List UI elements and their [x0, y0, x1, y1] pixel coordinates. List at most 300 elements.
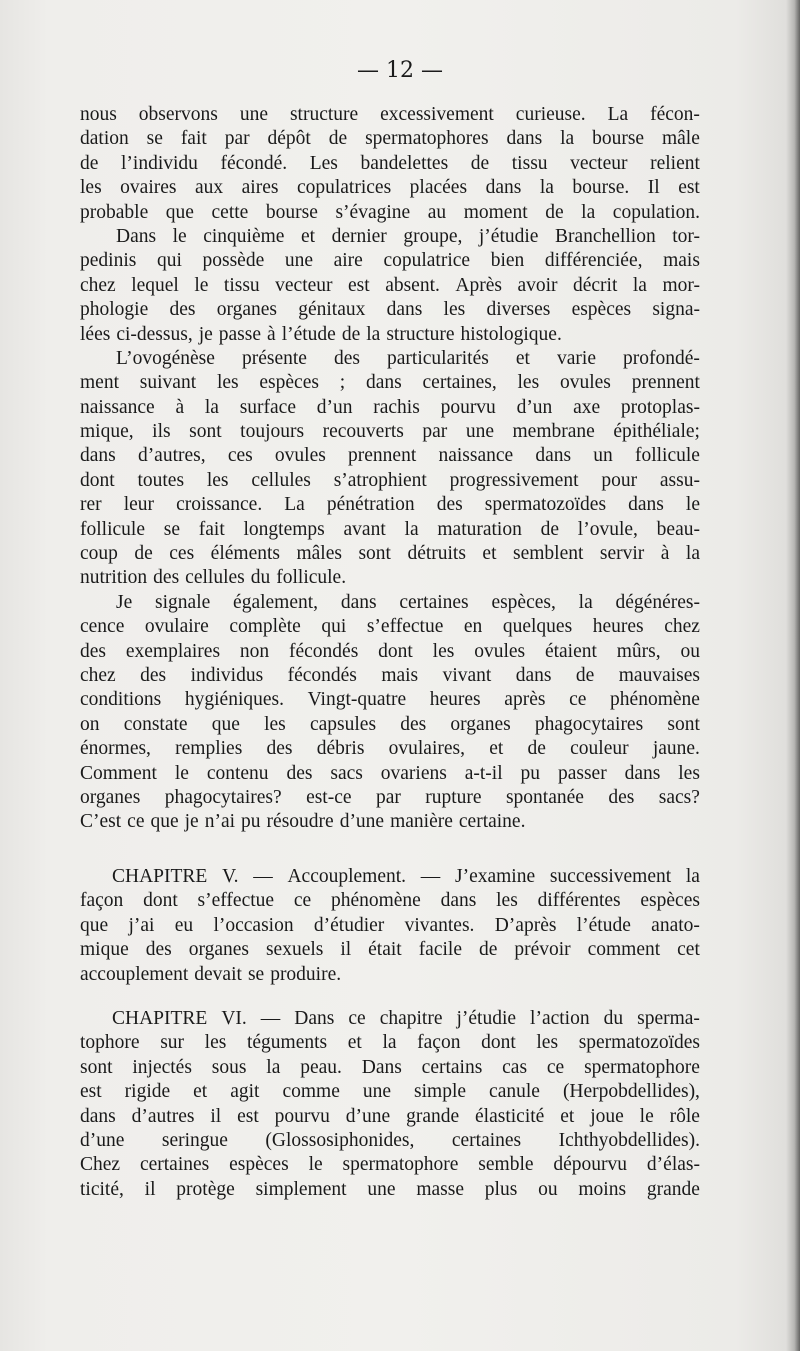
text-line — [80, 298, 700, 322]
word: le — [308, 1154, 323, 1176]
word: fécondés — [287, 664, 357, 686]
word: dans — [515, 664, 552, 686]
text-line — [80, 274, 700, 298]
word: couleur — [570, 738, 629, 760]
word: masse — [416, 1178, 464, 1200]
word: aire — [333, 250, 363, 272]
word: dation — [80, 128, 129, 150]
word: et — [347, 1032, 362, 1054]
word: les — [264, 713, 286, 735]
word: moment — [463, 201, 528, 223]
word: rer — [80, 494, 102, 516]
word: placées — [409, 177, 468, 199]
paragraph-summary-1 — [80, 103, 700, 835]
word: Accouplement. — [287, 866, 407, 887]
word: espèces — [259, 372, 319, 394]
word: résoudre — [266, 811, 334, 833]
word: les — [536, 1032, 559, 1054]
word: dont — [481, 1032, 516, 1054]
text-line — [80, 963, 700, 987]
word: étaient — [544, 640, 597, 662]
word: plus — [484, 1178, 518, 1200]
word: CHAPITRE — [112, 866, 208, 887]
word: du — [250, 567, 271, 589]
word: phologie — [80, 299, 149, 321]
word: ces — [169, 543, 195, 565]
word: pour — [601, 469, 638, 491]
word: d’un — [516, 396, 553, 418]
word: a-t-il — [464, 762, 503, 784]
word: passe — [218, 323, 262, 345]
word: Il — [647, 177, 660, 199]
word: copulatrices — [296, 177, 392, 199]
word: Ichthyobdellides). — [558, 1129, 700, 1151]
word: mauvaises — [618, 664, 700, 686]
word: dans — [440, 890, 477, 912]
word: d’une — [80, 1129, 125, 1151]
word: ils — [152, 421, 171, 443]
word: D’après — [494, 914, 557, 936]
word: le — [194, 274, 209, 296]
text-line — [80, 176, 700, 200]
word: les — [678, 762, 700, 784]
word: canule — [489, 1081, 540, 1103]
word: élasticité — [475, 1105, 545, 1127]
word: histologique. — [460, 323, 562, 345]
word: mais — [663, 250, 700, 272]
word: chez — [664, 616, 700, 638]
word: différentes — [537, 890, 621, 912]
word: cellules — [185, 567, 245, 589]
word: dans — [340, 591, 377, 613]
word: simplement — [255, 1178, 347, 1200]
word: naissance — [438, 445, 514, 467]
word: par — [375, 786, 401, 808]
text-line — [80, 1056, 700, 1080]
word: certains — [421, 1056, 483, 1078]
word: téguments — [246, 1032, 328, 1054]
word: le — [174, 762, 189, 784]
word: de — [540, 518, 560, 540]
word: peau. — [300, 1056, 342, 1078]
word: des — [333, 347, 360, 369]
word: une — [362, 1081, 392, 1103]
word: et — [515, 347, 530, 369]
word: les — [216, 372, 239, 394]
word: des — [140, 664, 167, 686]
word: grande — [406, 1105, 460, 1127]
text-line — [80, 371, 700, 395]
word: accouplement — [80, 963, 189, 985]
word: dans — [628, 494, 664, 516]
word: ; — [339, 372, 346, 394]
word: nutrition — [80, 567, 148, 589]
word: pourvu — [274, 1105, 330, 1127]
word: dernier — [331, 225, 387, 247]
word: signale — [155, 591, 211, 613]
word: ce — [293, 890, 312, 912]
word: ces — [227, 445, 253, 467]
word: sacs? — [658, 786, 700, 808]
word: Dans — [294, 1008, 335, 1029]
word: individus — [190, 664, 264, 686]
word: espèces, — [491, 591, 556, 613]
word: pourvu — [440, 396, 496, 418]
word: sont — [358, 543, 391, 565]
word: possède — [202, 250, 265, 272]
word: joue — [590, 1105, 624, 1127]
word: C’est — [80, 811, 122, 833]
word: mâles — [296, 543, 342, 565]
word: la — [266, 1056, 281, 1078]
word: l’étude — [576, 914, 631, 936]
word: sperma- — [637, 1008, 700, 1029]
word: se — [146, 128, 163, 150]
word: organes — [80, 786, 141, 808]
paragraph-chapter-5 — [80, 865, 700, 987]
word: qui — [321, 616, 347, 638]
word: et — [560, 1105, 575, 1127]
word: signa- — [652, 299, 700, 321]
word: profondé- — [623, 347, 700, 369]
word: rachis — [373, 396, 420, 418]
word: énormes, — [80, 738, 151, 760]
word: prennent — [631, 372, 700, 394]
word: groupe, — [403, 225, 463, 247]
word: cas — [502, 1056, 528, 1078]
word: recouverts — [322, 421, 404, 443]
word: s’évagine — [335, 201, 411, 223]
word: à — [175, 396, 185, 418]
text-line — [80, 810, 700, 834]
text-line — [80, 1178, 700, 1202]
word: mor- — [662, 274, 700, 296]
word: ovules — [474, 640, 526, 662]
text-line — [80, 786, 700, 810]
word: la — [539, 177, 554, 199]
word: longtemps — [243, 518, 325, 540]
word: ci-dessus, — [116, 323, 193, 345]
word: des — [436, 494, 463, 516]
word: dépôt — [267, 128, 311, 150]
word: aux — [194, 177, 224, 199]
word: nous — [80, 104, 117, 125]
word: ment — [80, 372, 119, 394]
word: simple — [414, 1081, 467, 1103]
word: des — [400, 713, 427, 735]
word: spermatozoïdes — [578, 1032, 700, 1054]
word: tophore — [80, 1032, 140, 1054]
word: hygiéniques. — [184, 689, 284, 711]
word: dans — [80, 445, 116, 467]
word: l’étude — [281, 323, 336, 345]
word: espèces — [571, 299, 632, 321]
word: Dans — [361, 1056, 402, 1078]
word: chez — [80, 274, 116, 296]
word: d’élas- — [646, 1154, 700, 1176]
word: d’autres, — [137, 445, 206, 467]
text-line — [80, 152, 700, 176]
word: ou — [680, 640, 700, 662]
text-line — [80, 938, 700, 962]
word: dans — [624, 762, 661, 784]
word: la — [685, 543, 700, 565]
word: varie — [557, 347, 596, 369]
word: on — [80, 713, 100, 735]
word: espèces — [640, 890, 700, 912]
word: fécon- — [650, 104, 700, 125]
word: est — [80, 1081, 102, 1103]
word: bourse — [592, 128, 645, 150]
word: façon — [417, 1032, 461, 1054]
word: protège — [176, 1178, 235, 1200]
word: non — [239, 640, 270, 662]
word: dans — [535, 445, 572, 467]
word: les — [443, 299, 466, 321]
word: structure — [289, 104, 359, 125]
word: chez — [80, 664, 116, 686]
word: j’étudie — [456, 1008, 517, 1029]
word: les — [517, 372, 540, 394]
word: spermatophore — [342, 1154, 459, 1176]
text-line — [80, 542, 700, 566]
text-line — [80, 664, 700, 688]
word: VI. — [221, 1008, 247, 1029]
word: Après — [455, 274, 502, 296]
word: il — [210, 1105, 222, 1127]
word: cinquième — [203, 225, 285, 247]
word: sacs — [330, 762, 363, 784]
word: mâle — [661, 128, 700, 150]
word: cence — [80, 616, 125, 638]
word: Les — [309, 152, 338, 174]
word: dans — [365, 372, 402, 394]
word: de — [527, 738, 546, 760]
word: au — [427, 201, 447, 223]
word: contenu — [206, 762, 269, 784]
word: Branchellion — [554, 225, 656, 247]
word: que — [80, 914, 109, 936]
word: ovules — [559, 372, 611, 394]
word: organes — [188, 939, 249, 961]
word: d’un — [316, 396, 353, 418]
word: copulatrice — [383, 250, 471, 272]
word: s’atrophient — [333, 469, 427, 491]
text-line — [80, 225, 700, 249]
word: assu- — [659, 469, 700, 491]
word: une — [284, 250, 313, 272]
word: détruits — [407, 543, 466, 565]
text-line — [80, 713, 700, 737]
word: CHAPITRE — [112, 1008, 208, 1029]
text-line — [80, 493, 700, 517]
word: je — [198, 323, 213, 345]
word: conditions — [80, 689, 162, 711]
word: aires — [241, 177, 279, 199]
word: rôle — [669, 1105, 700, 1127]
word: mique, — [80, 421, 134, 443]
word: les — [80, 177, 102, 199]
word: des — [608, 786, 635, 808]
word: membrane — [512, 421, 595, 443]
word: eu — [174, 914, 194, 936]
word: de — [328, 128, 348, 150]
word: certaines, — [422, 372, 497, 394]
word: coup — [80, 543, 118, 565]
word: de — [545, 201, 564, 223]
word: espèces — [229, 1154, 289, 1176]
word: pedinis — [80, 250, 137, 272]
word: vecteur — [570, 152, 628, 174]
word: spermatozoïdes — [484, 494, 607, 516]
word: toujours — [240, 421, 305, 443]
word: qui — [156, 250, 182, 272]
word: servir — [599, 543, 645, 565]
paragraph-chapter-6 — [80, 1007, 700, 1202]
word: ce — [569, 689, 587, 711]
word: — — [253, 866, 273, 887]
word: excessivement — [380, 104, 494, 125]
word: tissu — [223, 274, 260, 296]
word: que — [150, 811, 179, 833]
word: d’étudier — [313, 914, 385, 936]
word: génitaux — [298, 299, 366, 321]
word: beau- — [656, 518, 700, 540]
word: par — [224, 128, 250, 150]
word: la — [581, 201, 596, 223]
word: la — [560, 128, 575, 150]
word: de — [341, 323, 361, 345]
word: progressivement — [449, 469, 579, 491]
word: copulation. — [612, 201, 700, 223]
word: maturation — [437, 518, 522, 540]
word: il — [340, 939, 352, 961]
word: par — [422, 421, 448, 443]
word: surface — [239, 396, 296, 418]
word: ovariens — [380, 762, 447, 784]
word: et — [489, 738, 504, 760]
text-line — [80, 127, 700, 151]
text-line — [80, 640, 700, 664]
word: follicule — [80, 518, 145, 540]
word: des — [169, 299, 196, 321]
word: la — [366, 323, 381, 345]
word: des — [153, 567, 180, 589]
word: tor- — [672, 225, 700, 247]
word: et — [482, 543, 497, 565]
text-line — [80, 469, 700, 493]
word: quelques — [502, 616, 573, 638]
text-line — [80, 420, 700, 444]
word: rigide — [124, 1081, 171, 1103]
word: dépourvu — [553, 1154, 628, 1176]
word: sur — [160, 1032, 185, 1054]
word: l’individu — [121, 152, 198, 174]
word: follicule. — [276, 567, 347, 589]
word: à — [660, 543, 670, 565]
word: curieuse. — [515, 104, 586, 125]
word: ovules — [274, 445, 326, 467]
word: naissance — [80, 396, 155, 418]
text-line — [80, 444, 700, 468]
word: J’examine — [454, 866, 536, 887]
word: exemplaires — [125, 640, 221, 662]
text-line — [80, 566, 700, 590]
word: les — [206, 469, 229, 491]
text-line — [80, 396, 700, 420]
word: comment — [587, 939, 661, 961]
word: sont — [80, 1056, 113, 1078]
word: je — [184, 811, 199, 833]
word: La — [607, 104, 629, 125]
word: est — [237, 1105, 259, 1127]
word: heures — [429, 689, 481, 711]
word: relient — [650, 152, 700, 174]
word: ce — [348, 1008, 366, 1029]
word: éléments — [210, 543, 280, 565]
word: et — [193, 1081, 208, 1103]
text-line — [80, 1129, 700, 1153]
word: phénomène — [610, 689, 700, 711]
word: capsules — [309, 713, 377, 735]
word: particularités — [387, 347, 489, 369]
word: dans — [80, 1105, 116, 1127]
word: Comment — [80, 762, 157, 784]
text-line — [80, 201, 700, 225]
word: devait — [194, 963, 242, 985]
word: absent. — [385, 274, 440, 296]
word: fait — [198, 518, 225, 540]
word: ce — [546, 1056, 565, 1078]
word: après — [504, 689, 546, 711]
word: (Herpobdellides), — [562, 1081, 700, 1103]
word: ovulaires, — [388, 738, 465, 760]
word: diverses — [486, 299, 551, 321]
word: ovaires — [120, 177, 177, 199]
word: des — [145, 939, 172, 961]
word: débris — [316, 738, 365, 760]
word: organes — [216, 299, 277, 321]
word: est-ce — [306, 786, 352, 808]
word: produire. — [270, 963, 342, 985]
text-line — [80, 865, 700, 889]
word: j’étudie — [478, 225, 539, 247]
text-line — [80, 615, 700, 639]
word: la — [382, 1032, 397, 1054]
word: se — [247, 963, 265, 985]
word: prévoir — [514, 939, 571, 961]
page-number: — 12 — — [357, 58, 443, 83]
word: fécondé. — [220, 152, 288, 174]
word: — — [420, 866, 441, 887]
word: sexuels — [265, 939, 324, 961]
word: sont — [189, 421, 222, 443]
word: spontanée — [505, 786, 584, 808]
word: mique — [80, 939, 129, 961]
word: était — [368, 939, 402, 961]
word: s’effectue — [366, 616, 444, 638]
word: certaine. — [458, 811, 526, 833]
word: comme — [282, 1081, 340, 1103]
word: injectés — [132, 1056, 192, 1078]
word: également, — [233, 591, 319, 613]
word: cellules — [251, 469, 311, 491]
word: chapitre — [379, 1008, 443, 1029]
word: la — [578, 591, 593, 613]
word: le — [172, 225, 187, 247]
word: leur — [123, 494, 155, 516]
word: sous — [211, 1056, 247, 1078]
